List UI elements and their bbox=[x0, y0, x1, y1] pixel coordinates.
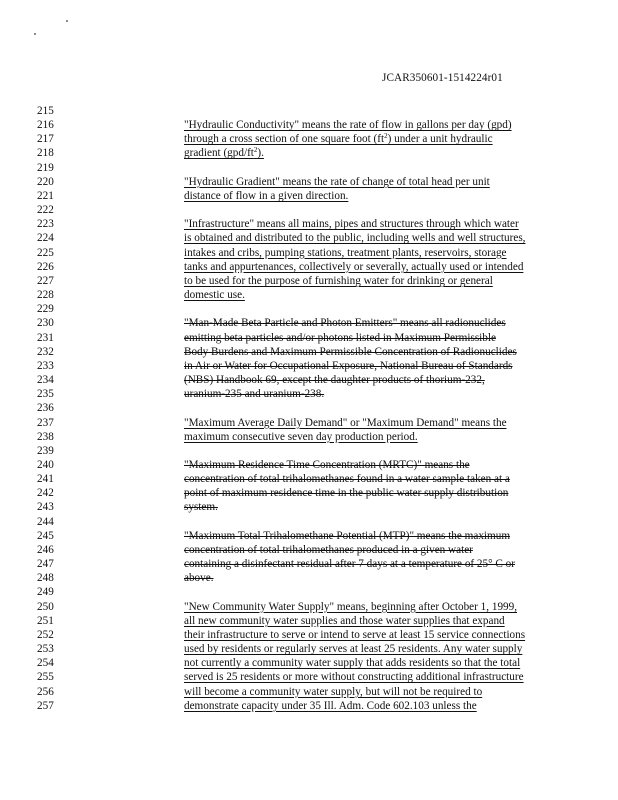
line-number: 222 bbox=[37, 204, 54, 217]
line-number: 221 bbox=[37, 189, 54, 202]
inserted-text-line: all new community water supplies and those water supplies that expand bbox=[184, 614, 505, 627]
line-number: 219 bbox=[37, 161, 54, 174]
line-number: 252 bbox=[37, 628, 54, 641]
line-number: 254 bbox=[37, 657, 54, 670]
line-number: 227 bbox=[37, 274, 54, 287]
deleted-text-line: point of maximum residence time in the public water supply distribution bbox=[184, 487, 509, 500]
line-number: 235 bbox=[37, 388, 54, 401]
line-number: 250 bbox=[37, 600, 54, 613]
line-number: 215 bbox=[37, 105, 54, 117]
inserted-text-line bbox=[184, 132, 493, 146]
line-number: 236 bbox=[37, 402, 54, 415]
inserted-text-line: "Hydraulic Conductivity" means the rate of flow in gallons per day (gpd) bbox=[184, 119, 512, 132]
line-number: 256 bbox=[37, 685, 54, 698]
line-number: 223 bbox=[37, 218, 54, 231]
line-number: 240 bbox=[37, 459, 54, 471]
line-number: 233 bbox=[37, 359, 54, 372]
deleted-text-line: concentration of total trihalomethanes found in a water sample taken at a bbox=[184, 473, 510, 486]
inserted-text-line: "Infrastructure" means all mains, pipes and structures through which water bbox=[184, 218, 519, 231]
line-number: 248 bbox=[37, 572, 54, 585]
deleted-text-line: system. bbox=[184, 501, 218, 514]
deleted-text-line: emitting beta particles and/or photons listed in Maximum Permissible bbox=[184, 331, 496, 344]
document-id: JCAR350601-1514224r01 bbox=[382, 72, 503, 84]
line-number: 231 bbox=[37, 331, 54, 344]
line-number: 228 bbox=[37, 289, 54, 302]
text-segment: gradient (gpd/ft bbox=[184, 147, 254, 160]
line-number: 226 bbox=[37, 260, 54, 273]
inserted-text-line: their infrastructure to serve or intend to serve at least 15 service connections bbox=[184, 628, 526, 641]
line-number: 234 bbox=[37, 374, 54, 387]
inserted-text-line: not currently a community water supply that adds residents so that the total bbox=[184, 657, 521, 670]
deleted-text-line: above. bbox=[184, 572, 214, 585]
deleted-text-line: uranium-235 and uranium-238. bbox=[184, 388, 325, 401]
superscript: 2 bbox=[384, 132, 388, 141]
text-segment: ) under a unit hydraulic bbox=[387, 133, 493, 146]
deleted-text-line: "Maximum Total Trihalomethane Potential (MTP)" means the maximum bbox=[184, 529, 511, 542]
line-number: 257 bbox=[37, 699, 54, 712]
deleted-text-line: (NBS) Handbook 69, except the daughter products of thorium-232, bbox=[184, 374, 485, 387]
line-number: 218 bbox=[37, 147, 54, 160]
line-number: 244 bbox=[37, 515, 54, 528]
line-number: 216 bbox=[37, 119, 54, 132]
inserted-text-line bbox=[184, 146, 264, 160]
inserted-text-line: distance of flow in a given direction. bbox=[184, 189, 349, 202]
line-number: 246 bbox=[37, 543, 54, 556]
inserted-text-line: "Maximum Average Daily Demand" or "Maximum Demand" means the bbox=[184, 416, 507, 429]
deleted-text-line: Body Burdens and Maximum Permissible Concentration of Radionuclides bbox=[184, 345, 517, 358]
line-number: 232 bbox=[37, 345, 54, 358]
inserted-text-line: to be used for the purpose of furnishing water for drinking or general bbox=[184, 274, 493, 287]
text-segment: through a cross section of one square foot (ft bbox=[184, 133, 385, 146]
line-number: 242 bbox=[37, 487, 54, 500]
line-number: 253 bbox=[37, 643, 54, 656]
line-number: 251 bbox=[37, 614, 54, 627]
inserted-text-line: used by residents or regularly serves at least 25 residents. Any water supply bbox=[184, 643, 523, 656]
inserted-text-line: "Hydraulic Gradient" means the rate of change of total head per unit bbox=[184, 175, 490, 188]
scan-speck bbox=[34, 33, 36, 35]
inserted-text-line: maximum consecutive seven day production period. bbox=[184, 430, 418, 443]
line-number: 243 bbox=[37, 501, 54, 514]
scan-speck bbox=[66, 20, 68, 22]
text-segment: ). bbox=[257, 147, 264, 160]
line-number: 230 bbox=[37, 317, 54, 330]
inserted-text-line: intakes and cribs, pumping stations, treatment plants, reservoirs, storage bbox=[184, 246, 507, 259]
deleted-text-line: containing a disinfectant residual after 7 days at a temperature of 25° C or bbox=[184, 558, 515, 571]
line-number: 247 bbox=[37, 558, 54, 571]
inserted-text-line: served is 25 residents or more without constructing additional infrastructure bbox=[184, 671, 524, 684]
deleted-text-line: in Air or Water for Occupational Exposure, National Bureau of Standards bbox=[184, 359, 513, 372]
line-number: 217 bbox=[37, 133, 54, 146]
inserted-text-line: "New Community Water Supply" means, beginning after October 1, 1999, bbox=[184, 600, 518, 613]
line-number: 229 bbox=[37, 303, 54, 316]
inserted-text-line: tanks and appurtenances, collectively or severally, actually used or intended bbox=[184, 260, 524, 273]
line-number: 249 bbox=[37, 586, 54, 599]
inserted-text-line: is obtained and distributed to the public, including wells and well structures, bbox=[184, 232, 526, 245]
superscript: 2 bbox=[253, 146, 258, 155]
line-number: 245 bbox=[37, 529, 54, 542]
inserted-text-line: demonstrate capacity under 35 Ill. Adm. Code 602.103 unless the bbox=[184, 699, 477, 712]
inserted-text-line: will become a community water supply, but will not be required to bbox=[184, 685, 483, 698]
deleted-text-line: "Man-Made Beta Particle and Photon Emitters" means all radionuclides bbox=[184, 317, 506, 330]
line-number: 224 bbox=[37, 232, 54, 245]
inserted-text-line: domestic use. bbox=[184, 289, 245, 302]
deleted-text-line: "Maximum Residence Time Concentration (MRTC)" means the bbox=[184, 459, 470, 471]
line-number: 237 bbox=[37, 416, 54, 429]
line-number: 225 bbox=[37, 246, 54, 259]
deleted-text-line: concentration of total trihalomethanes produced in a given water bbox=[184, 543, 473, 556]
line-number: 220 bbox=[37, 175, 54, 188]
line-number: 255 bbox=[37, 671, 54, 684]
line-number: 238 bbox=[37, 430, 54, 443]
line-number: 239 bbox=[37, 444, 54, 457]
line-number: 241 bbox=[37, 473, 54, 486]
